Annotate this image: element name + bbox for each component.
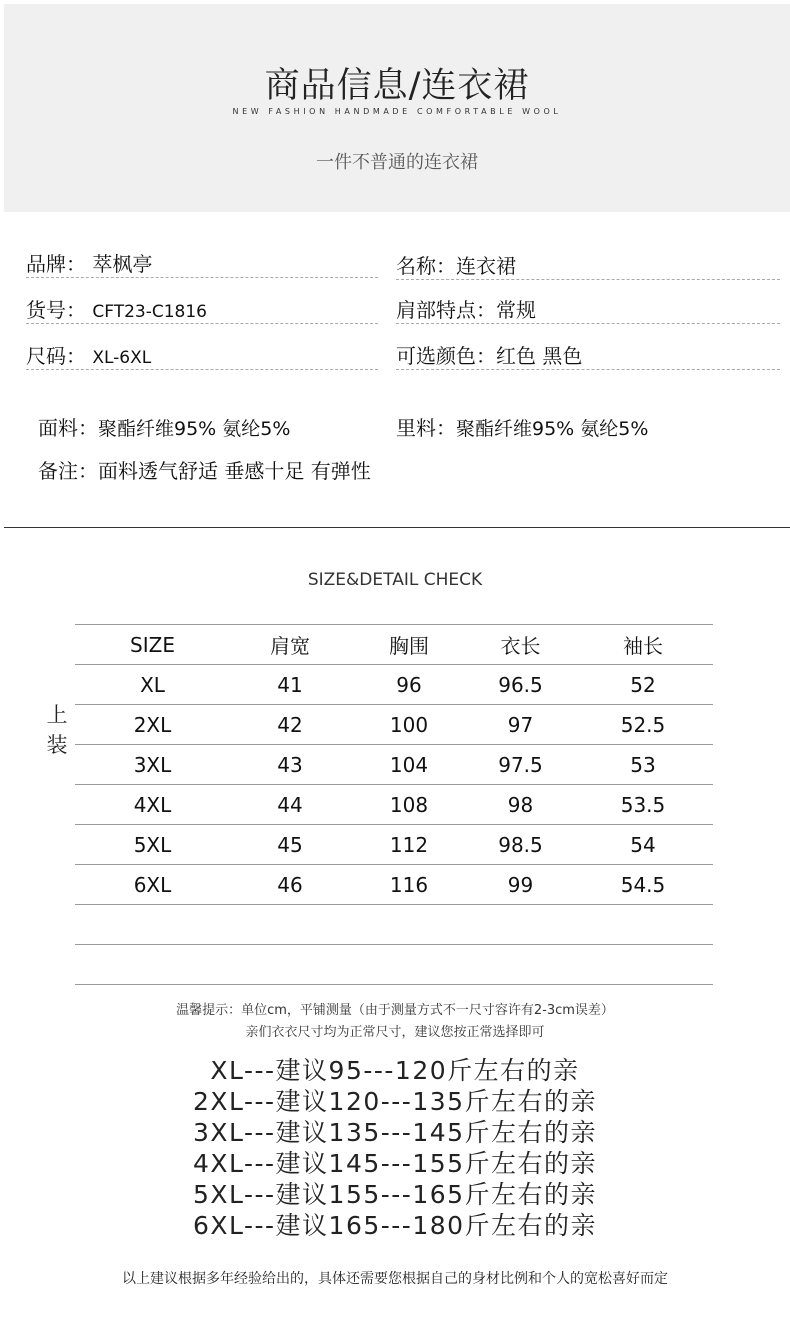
cell-chest: 96 <box>350 665 468 705</box>
cell-length: 97.5 <box>468 745 573 785</box>
cell-shoulder: 46 <box>230 865 350 905</box>
info-value: CFT23-C1816 <box>92 302 207 322</box>
cell-length: 98.5 <box>468 825 573 865</box>
cell-chest: 112 <box>350 825 468 865</box>
dashed-divider <box>396 369 780 370</box>
dashed-divider <box>26 369 378 370</box>
cell-sleeve: 53.5 <box>573 785 713 825</box>
info-size-range <box>26 340 378 370</box>
cell-shoulder: 43 <box>230 745 350 785</box>
header-shoulder: 肩宽 <box>230 625 350 665</box>
table-row <box>75 825 713 865</box>
cell-shoulder: 42 <box>230 705 350 745</box>
recommendation-line: 4XL---建议145---155斤左右的亲 <box>192 1149 598 1178</box>
header-sleeve: 袖长 <box>573 625 713 665</box>
cell-shoulder: 45 <box>230 825 350 865</box>
remark <box>38 455 371 484</box>
table-header-row <box>75 625 713 665</box>
recommendation-line: 3XL---建议135---145斤左右的亲 <box>192 1118 598 1147</box>
footer-note: 以上建议根据多年经验给出的，具体还需要您根据自己的身材比例和个人的宽松喜好而定 <box>122 1271 668 1287</box>
cell-length: 96.5 <box>468 665 573 705</box>
info-name <box>396 250 780 280</box>
cell-sleeve: 52.5 <box>573 705 713 745</box>
remark-label: 备注： <box>38 459 98 483</box>
recommendation-line: 2XL---建议120---135斤左右的亲 <box>192 1087 598 1116</box>
info-shoulder <box>396 294 780 324</box>
info-value: 连衣裙 <box>456 254 516 278</box>
cell-length: 97 <box>468 705 573 745</box>
cell-chest: 108 <box>350 785 468 825</box>
cell-length: 99 <box>468 865 573 905</box>
size-table <box>75 624 713 985</box>
fabric-value: 聚酯纤维95% 氨纶5% <box>98 418 291 440</box>
info-sku <box>26 294 378 324</box>
note-line: 温馨提示：单位cm，平铺测量（由于测量方式不一尺寸容许有2-3cm误差） <box>176 1003 614 1018</box>
section-divider <box>4 527 790 528</box>
info-label: 尺码： <box>26 344 86 368</box>
table-row <box>75 665 713 705</box>
slogan: 一件不普通的连衣裙 <box>316 152 478 173</box>
header-length: 衣长 <box>468 625 573 665</box>
cell-size: 3XL <box>75 745 230 785</box>
header-banner <box>4 4 790 212</box>
cell-length: 98 <box>468 785 573 825</box>
info-label: 名称： <box>396 254 456 278</box>
size-recommendations <box>0 1055 790 1241</box>
page-title: 商品信息/连衣裙 <box>264 66 530 106</box>
table-row <box>75 745 713 785</box>
measurement-notes <box>0 1000 790 1044</box>
cell-sleeve: 53 <box>573 745 713 785</box>
side-label-char: 上 <box>46 703 68 727</box>
dashed-divider <box>26 323 378 324</box>
remark-value: 面料透气舒适 垂感十足 有弹性 <box>98 459 371 483</box>
info-value: XL-6XL <box>92 348 152 368</box>
cell-shoulder: 41 <box>230 665 350 705</box>
note-line: 亲们衣衣尺寸均为正常尺寸，建议您按正常选择即可 <box>245 1025 545 1040</box>
table-row-empty <box>75 945 713 985</box>
cell-size: 2XL <box>75 705 230 745</box>
cell-shoulder: 44 <box>230 785 350 825</box>
info-label: 肩部特点： <box>396 298 496 322</box>
cell-chest: 104 <box>350 745 468 785</box>
cell-sleeve: 54 <box>573 825 713 865</box>
fabric-label: 里料： <box>396 416 456 440</box>
cell-size: 4XL <box>75 785 230 825</box>
header-size: SIZE <box>75 625 230 665</box>
garment-type-label <box>42 700 72 760</box>
fabric-value: 聚酯纤维95% 氨纶5% <box>456 418 649 440</box>
info-colors <box>396 340 780 370</box>
header-chest: 胸围 <box>350 625 468 665</box>
dashed-divider <box>396 323 780 324</box>
cell-chest: 116 <box>350 865 468 905</box>
recommendation-line: XL---建议95---120斤左右的亲 <box>210 1056 580 1085</box>
cell-size: XL <box>75 665 230 705</box>
info-label: 可选颜色： <box>396 344 496 368</box>
lining-fabric <box>396 412 648 441</box>
table-row <box>75 785 713 825</box>
side-label-char: 装 <box>46 733 68 757</box>
info-label: 货号： <box>26 298 86 322</box>
info-value: 萃枫亭 <box>92 252 153 276</box>
cell-size: 6XL <box>75 865 230 905</box>
size-chart-title: SIZE&DETAIL CHECK <box>307 570 483 590</box>
recommendation-line: 6XL---建议165---180斤左右的亲 <box>192 1211 598 1240</box>
shell-fabric <box>38 412 290 441</box>
dashed-divider <box>396 279 780 280</box>
info-brand <box>26 248 378 278</box>
table-row <box>75 705 713 745</box>
recommendation-line: 5XL---建议155---165斤左右的亲 <box>192 1180 598 1209</box>
cell-sleeve: 52 <box>573 665 713 705</box>
english-subtitle: NEW FASHION HANDMADE COMFORTABLE WOOL <box>232 107 562 116</box>
info-value: 红色 黑色 <box>496 344 583 368</box>
cell-chest: 100 <box>350 705 468 745</box>
info-label: 品牌： <box>26 252 86 276</box>
info-value: 常规 <box>496 298 536 322</box>
cell-size: 5XL <box>75 825 230 865</box>
table-row-empty <box>75 905 713 945</box>
table-row <box>75 865 713 905</box>
dashed-divider <box>26 277 378 278</box>
fabric-label: 面料： <box>38 416 98 440</box>
cell-sleeve: 54.5 <box>573 865 713 905</box>
